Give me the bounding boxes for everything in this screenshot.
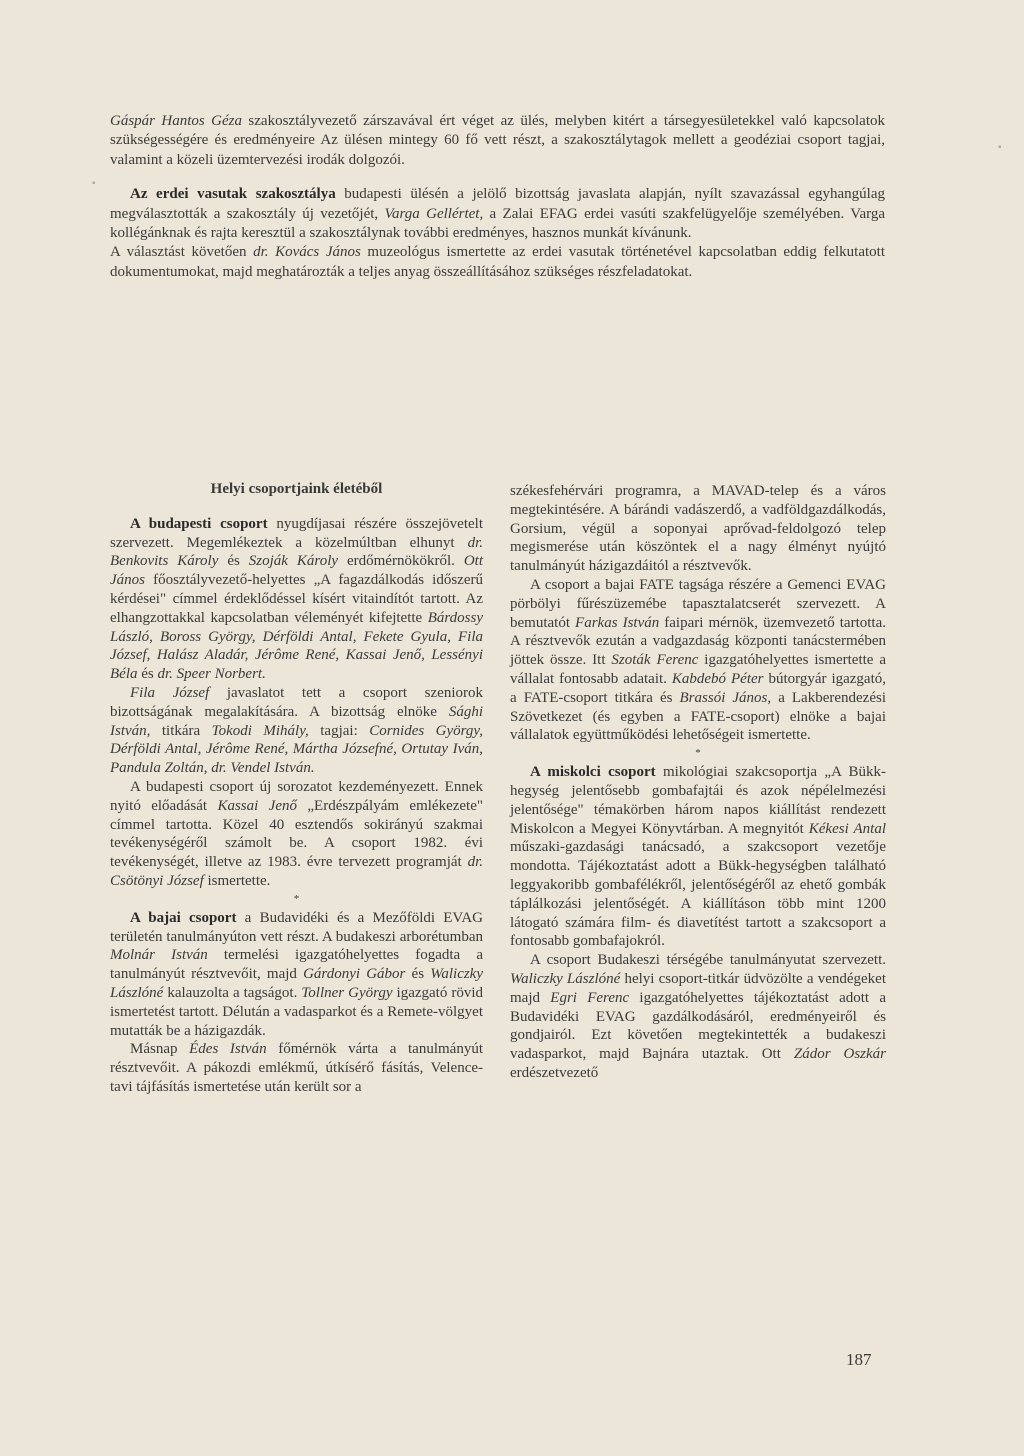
paragraph-text: mikológiai szakcsoportja „A Bükk-hegység jelentősebb gombafajtái és azok népélelmezési jelentősége" témakörben három napos kiállítást rendezett Miskolcon a Megyei Könyvtárban. A megnyitót: [510, 764, 886, 837]
paragraph: [110, 243, 885, 282]
top-section: [110, 112, 885, 282]
paragraph-text: műszaki-gazdasági tanácsadó, a szakcsoport vezetője mondotta. Tájékoztatást adott a Bükk-hegységben található leggyakoribb gombafélékről, jelentőségéről az ehető gombák táplálkozási jelentőségét. A kiállításon több mint 1200 látogató számára film- és diavetítést tartott a szakcsoport a fontosabb gombafajokról.: [510, 839, 886, 950]
paragraph: [110, 515, 483, 684]
paragraph-text: igazgatóhelyettes ismertette a vállalat fontosabb adatait.: [510, 652, 887, 687]
paragraph-text: A választást követően: [110, 244, 254, 261]
paragraph-text: igazgatóhelyettes tájékoztatást adott a Budavidéki EVAG gazdálkodásáról, eredményeiről és gondjairól. Ezt követően megtekintették a budakeszi vadasparkot, majd Bajnára utaztak. Ott: [510, 989, 886, 1063]
paragraph-text: székesfehérvári programra, a MAVAD-telep és a város megtekintésére. A bárándi vadászerdő, a vadföldgazdálkodás, Gorsium, végül a soponyai aprővad-feldolgozó telep megismerése után köszöntek el a nagy élményt nyújtó tanulmányút házigazdáitól a résztvevők.: [510, 483, 886, 575]
paragraph-text: bútorgyár igazgató, a FATE-csoport titkára és: [510, 670, 887, 706]
paragraph-text: Másnap: [130, 1041, 190, 1058]
right-column: [510, 482, 886, 1083]
left-column: [110, 480, 483, 1097]
person-name: Gárdonyi Gábor: [303, 966, 406, 983]
paragraph-text: ismertette.: [203, 872, 271, 889]
person-name: Egri Ferenc: [550, 989, 630, 1006]
person-name: Fila József: [130, 684, 210, 701]
paragraph: [110, 684, 483, 778]
person-name: Gáspár Hantos Géza: [110, 113, 243, 129]
section-lead: A miskolci csoport: [530, 764, 656, 781]
section-lead: A bajai csoport: [130, 909, 237, 926]
paragraph-text: nyugdíjasai részére összejövetelt szervezett. Megemlékeztek a közelmúltban elhunyt: [110, 515, 483, 551]
page-number: 187: [846, 1350, 872, 1369]
scan-speck: ▪: [92, 178, 96, 189]
person-name: Waliczky Lászlóné: [510, 970, 621, 987]
paragraph-text: helyi csoport-titkár üdvözölte a vendégeket majd: [510, 970, 886, 1006]
section-lead: Az erdei vasutak szakosztálya: [130, 186, 336, 203]
person-name: Édes István: [189, 1041, 267, 1058]
scan-speck: ▪: [998, 142, 1002, 153]
person-name: Bárdossy László, Boross György, Dérföldi Antal, Fekete Gyula, Fila József, Halász Aladár, Jérôme René, Kassai Jenő, Lessényi Béla: [110, 609, 483, 683]
paragraph: [110, 1040, 483, 1096]
paragraph-text: A csoport a bajai FATE tagsága részére a Gemenci EVAG pörbölyi fűrészüzemébe tapasztalatcserét szervezett. A bemutatót: [510, 576, 886, 631]
section-lead: A budapesti csoport: [130, 515, 268, 532]
person-name: Tollner György: [301, 984, 393, 1001]
person-name: Szoják Károly: [248, 553, 339, 570]
paragraph-text: A budapesti csoport új sorozatot kezdeményezett. Ennek nyitó előadását: [110, 778, 483, 814]
person-name: Sághi István,: [110, 703, 483, 739]
paragraph-text: kalauzolta a tagságot.: [163, 984, 302, 1001]
person-name: dr. Speer Norbert.: [157, 666, 266, 683]
person-name: Varga Gellértet,: [384, 205, 484, 222]
paragraph-text: tagjai:: [308, 722, 370, 739]
separator-asterisk: *: [293, 892, 300, 905]
paragraph-text: főosztályvezető-helyettes „A fagazdálkodás időszerű kérdései" címmel érdeklődéssel kísért vitaindítót tartott. Az elhangzottakkal kapcsolatban véleményét kifejtette: [110, 572, 483, 626]
paragraph-text: javaslatot tett a csoport szeniorok bizottságának megalakítására. A bizottság elnöke: [110, 684, 483, 720]
paragraph-text: erdőmérnökökről.: [338, 553, 464, 570]
paragraph-text: a Lakberendezési Szövetkezet (és egyben a FATE-csoport) elnöke a bajai vállalatok együttműködési lehetőségeit ismertette.: [510, 689, 887, 744]
person-name: dr. Csötönyi József: [110, 854, 483, 889]
person-name: Kékesi Antal: [808, 820, 886, 837]
section-title: Helyi csoportjaink életéből: [210, 481, 383, 497]
paragraph: [510, 576, 886, 745]
person-name: Farkas István: [575, 614, 660, 631]
paragraph-text: igazgató rövid ismertetést tartott. Délután a vadasparkot és a Remete-völgyet mutatták be a házigazdák.: [110, 984, 483, 1039]
person-name: Kabdebó Péter: [671, 670, 764, 687]
paragraph: [110, 112, 885, 170]
person-name: Kassai Jenő: [217, 797, 297, 814]
paragraph: [110, 909, 483, 1041]
person-name: Szoták Ferenc: [611, 652, 699, 669]
person-name: Tokodi Mihály,: [211, 722, 309, 739]
person-name: Waliczky Lászlóné: [110, 966, 483, 1001]
paragraph-text: és: [137, 666, 158, 683]
person-name: dr. Benkovits Károly: [110, 534, 483, 570]
paragraph: [110, 185, 885, 243]
person-name: Ott János: [110, 553, 484, 589]
paragraph: [510, 482, 886, 576]
paragraph-text: faipari mérnök, üzemvezető tartotta. A résztvevők ezután a vadgazdaság központi tanácstermében jöttek össze. Itt: [510, 614, 886, 669]
paragraph-text: muzeológus ismertette az erdei vasutak történetével kapcsolatban eddig felkutatott dokumentumokat, majd meghatározták a teljes anyag összeállításához szükséges részfeladatokat.: [110, 244, 885, 280]
paragraph-text: főmérnök várta a tanulmányút résztvevőit. A pákozdi emlékmű, útkísérő fásítás, Velence-tavi tájfásítás ismertetése után került sor a: [110, 1041, 484, 1095]
paragraph-text: erdészetvezető: [510, 1064, 599, 1081]
paragraph: [110, 778, 483, 891]
paragraph-text: titkára: [150, 722, 212, 739]
paragraph-text: budapesti ülésén a jelölő bizottság javaslata alapján, nyílt szavazással egyhangúlag megválasztották a szakosztály új vezetőjét,: [110, 186, 885, 222]
person-name: Molnár István: [110, 947, 208, 964]
person-name: dr. Kovács János: [253, 244, 361, 261]
paragraph-text: a Zalai EFAG erdei vasúti szakfelügyelője személyében. Varga kollégánknak és rajta keresztül a szakosztálynak további eredményes, hasznos munkát kívánunk.: [110, 205, 886, 242]
paragraph: [510, 763, 886, 951]
person-name: Cornides György, Dérföldi Antal, Jérôme René, Mártha Józsefné, Ortutay Iván, Pandula Zoltán, dr. Vendel István.: [110, 722, 483, 777]
paragraph-text: szakosztályvezető zárszavával ért véget az ülés, melyben kitért a társegyesületekkel való kapcsolatok szükségességére és eredményeire Az ülésen mintegy 60 fő vett részt, a szakosztálytagok mellett a geodéziai csoport tagjai, valamint a közeli üzemtervezési irodák dolgozói.: [110, 113, 885, 168]
paragraph-text: a Budavidéki és a Mezőföldi EVAG területén tanulmányúton vett részt. A budakeszi arborétumban: [110, 909, 483, 945]
person-name: Brassói János,: [679, 689, 772, 706]
paragraph-text: „Erdészpályám emlékezete" címmel tartotta. Közel 40 esztendős sokirányú szakmai tevékenységéről számolt be. A csoport 1982. évi tevékenységét, illetve az 1983. évre tervezett programját: [110, 797, 483, 871]
separator-asterisk: *: [695, 747, 701, 760]
paragraph-text: és: [405, 966, 431, 983]
paragraph-text: és: [218, 553, 249, 570]
paragraph-text: termelési igazgatóhelyettes fogadta a tanulmányút résztvevőit, majd: [110, 947, 483, 983]
paragraph-text: A csoport Budakeszi térségébe tanulmányutat szervezett.: [530, 952, 886, 969]
paragraph: [510, 951, 886, 1083]
person-name: Zádor Oszkár: [793, 1046, 886, 1063]
